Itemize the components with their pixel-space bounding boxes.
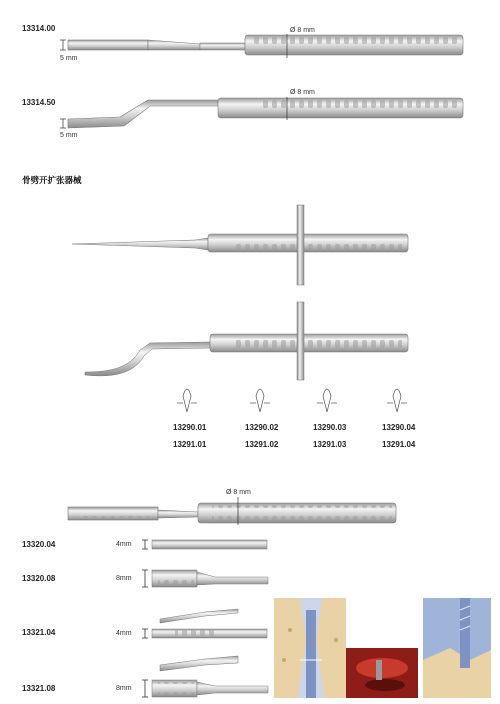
width-label-13314-50: 5 mm <box>60 132 78 139</box>
chisel-tip-13321-08 <box>142 656 268 697</box>
code-13314-00: 13314.00 <box>22 24 56 33</box>
tip-diagram-3 <box>317 389 337 412</box>
width-label-13314-00: 5 mm <box>60 55 78 62</box>
spreader-straight <box>72 205 408 285</box>
illustration-bone-split <box>274 598 346 698</box>
instrument-13314-50 <box>60 97 463 128</box>
chisel-large <box>68 497 396 525</box>
photo-surgical-site <box>346 648 418 698</box>
code-13320-04: 13320.04 <box>22 540 56 549</box>
section-title: 骨劈开扩张器械 <box>22 175 82 185</box>
code-13290-02: 13290.02 <box>245 423 279 432</box>
diameter-label-13314-00: Ø 8 mm <box>290 27 315 34</box>
code-13290-03: 13290.03 <box>313 423 347 432</box>
code-13291-03: 13291.03 <box>313 440 347 449</box>
code-13320-08: 13320.08 <box>22 574 56 583</box>
chisel-tip-13321-04 <box>142 609 267 638</box>
instrument-13314-00 <box>60 34 463 58</box>
tip-diagram-1 <box>177 389 197 412</box>
diameter-label-13314-50: Ø 8 mm <box>290 89 315 96</box>
code-13314-50: 13314.50 <box>22 98 56 107</box>
width-label-13321-08: 8mm <box>116 685 132 692</box>
code-13291-04: 13291.04 <box>382 440 416 449</box>
illustration-implant-insert <box>423 598 491 698</box>
code-13291-02: 13291.02 <box>245 440 279 449</box>
code-13290-01: 13290.01 <box>173 423 207 432</box>
diameter-label-section3: Ø 8 mm <box>226 489 251 496</box>
tip-diagram-4 <box>387 389 407 412</box>
tip-diagram-2 <box>250 389 270 412</box>
code-13321-04: 13321.04 <box>22 628 56 637</box>
width-label-13320-08: 8mm <box>116 575 132 582</box>
code-13291-01: 13291.01 <box>173 440 207 449</box>
width-label-13320-04: 4mm <box>116 541 132 548</box>
chisel-tip-13320-08 <box>142 570 268 587</box>
chisel-tip-13320-04 <box>142 540 267 549</box>
width-label-13321-04: 4mm <box>116 630 132 637</box>
tip-diagrams <box>177 389 407 412</box>
code-13321-08: 13321.08 <box>22 684 56 693</box>
spreader-curved <box>85 302 408 380</box>
code-13290-04: 13290.04 <box>382 423 416 432</box>
